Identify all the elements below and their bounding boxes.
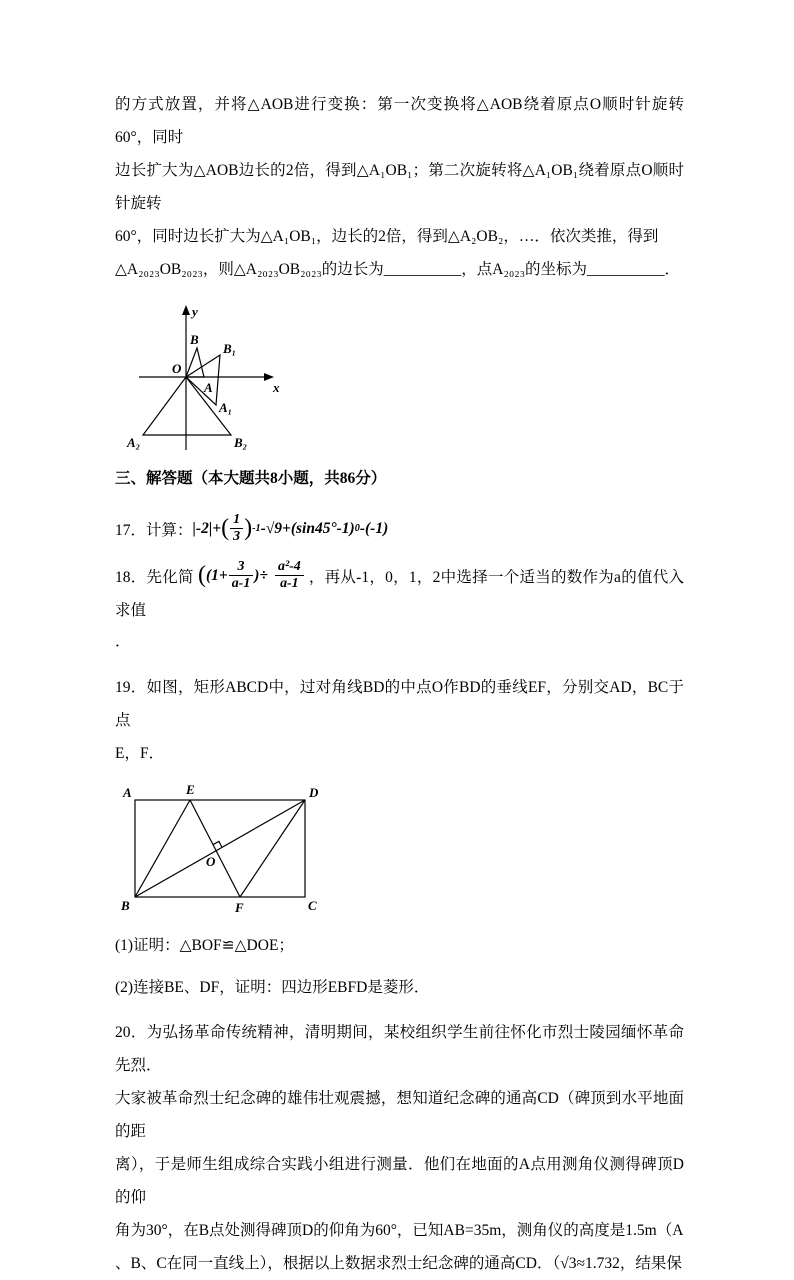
label-point-B: B: [121, 898, 130, 914]
q18-fraction2-numerator: a²-4: [277, 559, 301, 575]
q17-label: 17．计算：: [115, 521, 193, 539]
q18-formula: [198, 559, 305, 592]
label-point-A1: A₁: [219, 400, 233, 415]
q18-divide-part: )÷: [254, 567, 268, 585]
label-origin: O: [172, 361, 182, 376]
question-20: [115, 1016, 684, 1280]
q18-close-paren: [268, 559, 274, 592]
intro-line-3: 60°，同时边长扩大为△A₁OB₁，边长的2倍，得到△A₂OB₂，…．依次类推，得到: [115, 228, 659, 245]
q17-fraction-numerator: 1: [233, 512, 241, 527]
question-17: [115, 512, 684, 545]
label-point-O: O: [206, 854, 216, 870]
label-point-F: F: [235, 900, 244, 916]
section-header: 三、解答题（本大题共8小题，共86分）: [115, 470, 387, 487]
label-point-E: E: [186, 782, 195, 798]
label-point-A2: A₂: [127, 435, 141, 450]
label-point-B1: B₁: [223, 341, 237, 356]
figure-rectangle: [115, 782, 684, 920]
label-point-C: C: [308, 898, 317, 914]
q17-exponent-1: -1: [252, 523, 261, 535]
triangle-OAB: [186, 348, 204, 377]
q20-line-5: 、B、C在同一直线上），根据以上数据求烈士纪念碑的通高CD．（√3≈1.732，结果保: [115, 1255, 682, 1273]
question-18: [115, 559, 684, 627]
q18-after-text: ，再从-1，0，1，2中选择一个适当的数作为a的值代入求值: [115, 569, 684, 620]
q18-label: 18．先化简: [115, 569, 194, 587]
segment-BE: [135, 800, 190, 897]
q18-fraction2-denominator: a-1: [275, 575, 304, 592]
q19-line-2: E，F．: [115, 745, 165, 763]
q17-close-paren: ): [244, 515, 253, 542]
q17-abs-part: |-2|+: [192, 519, 222, 537]
q20-line-3: 离），于是师生组成综合实践小组进行测量．他们在地面的A点用测角仪测得碑顶D的仰: [115, 1156, 684, 1207]
q17-fraction: [230, 512, 243, 545]
label-point-B2: B₂: [234, 435, 248, 450]
label-point-A: A: [123, 785, 132, 801]
label-y-axis: y: [192, 304, 198, 319]
label-point-B: B: [190, 332, 199, 347]
figure-rectangle-svg: [115, 782, 327, 920]
q17-middle-part: -√9+(sin45°-1): [260, 519, 355, 537]
diagonal-BD: [135, 800, 305, 897]
q17-exponent-2: 0: [354, 523, 360, 535]
q18-open-paren: (: [197, 562, 206, 589]
q17-tail-part: -(-1): [359, 519, 389, 537]
q18-line-2: ．: [115, 633, 131, 651]
intro-line-4: △A₂₀₂₃OB₂₀₂₃，则△A₂₀₂₃OB₂₀₂₃的边长为__________，点A₂₀₂₃的坐标为__________．: [115, 261, 681, 278]
intro-paragraph: [115, 88, 684, 286]
q20-line-4: 角为30°，在B点处测得碑顶D的仰角为60°，已知AB=35m，测角仪的高度是1.5m（A: [115, 1222, 684, 1240]
q19-line-1: 19．如图，矩形ABCD中，过对角线BD的中点O作BD的垂线EF，分别交AD，BC于点: [115, 679, 684, 730]
q18-fraction-1: [229, 559, 254, 592]
question-19: [115, 671, 684, 770]
figure-rotation-triangles: [121, 302, 684, 454]
q19-part-1: (1)证明：△BOF≌△DOE；: [115, 937, 294, 955]
segment-EF: [190, 800, 240, 897]
q18-fraction-2: [275, 559, 304, 592]
segment-DF: [240, 800, 305, 897]
q18-fraction1-denominator: a-1: [229, 575, 254, 592]
y-axis-arrow-icon: [182, 305, 190, 315]
q17-formula: [193, 512, 389, 545]
intro-line-2: 边长扩大为△AOB边长的2倍，得到△A₁OB₁；第二次旋转将△A₁OB₁绕着原点O顺时针旋转: [115, 162, 684, 212]
label-point-D: D: [309, 785, 319, 801]
q17-open-paren: (: [221, 515, 230, 542]
figure-rotation-triangles-svg: [121, 302, 286, 454]
intro-line-1: 的方式放置，并将△AOB进行变换：第一次变换将△AOB绕着原点O顺时针旋转60°，同时: [115, 96, 684, 146]
label-x-axis: x: [273, 380, 280, 395]
q20-line-2: 大家被革命烈士纪念碑的雄伟壮观震撼，想知道纪念碑的通高CD（碑顶到水平地面的距: [115, 1090, 684, 1141]
q19-part-2: (2)连接BE、DF，证明：四边形EBFD是菱形．: [115, 979, 430, 997]
label-point-A: A: [204, 380, 213, 395]
q20-line-1: 20．为弘扬革命传统精神，清明期间，某校组织学生前往怀化市烈士陵园缅怀革命先烈．: [115, 1024, 684, 1075]
q17-fraction-denominator: 3: [230, 528, 243, 545]
q18-fraction1-numerator: 3: [237, 559, 245, 575]
q18-open-part: (1+: [205, 567, 228, 585]
